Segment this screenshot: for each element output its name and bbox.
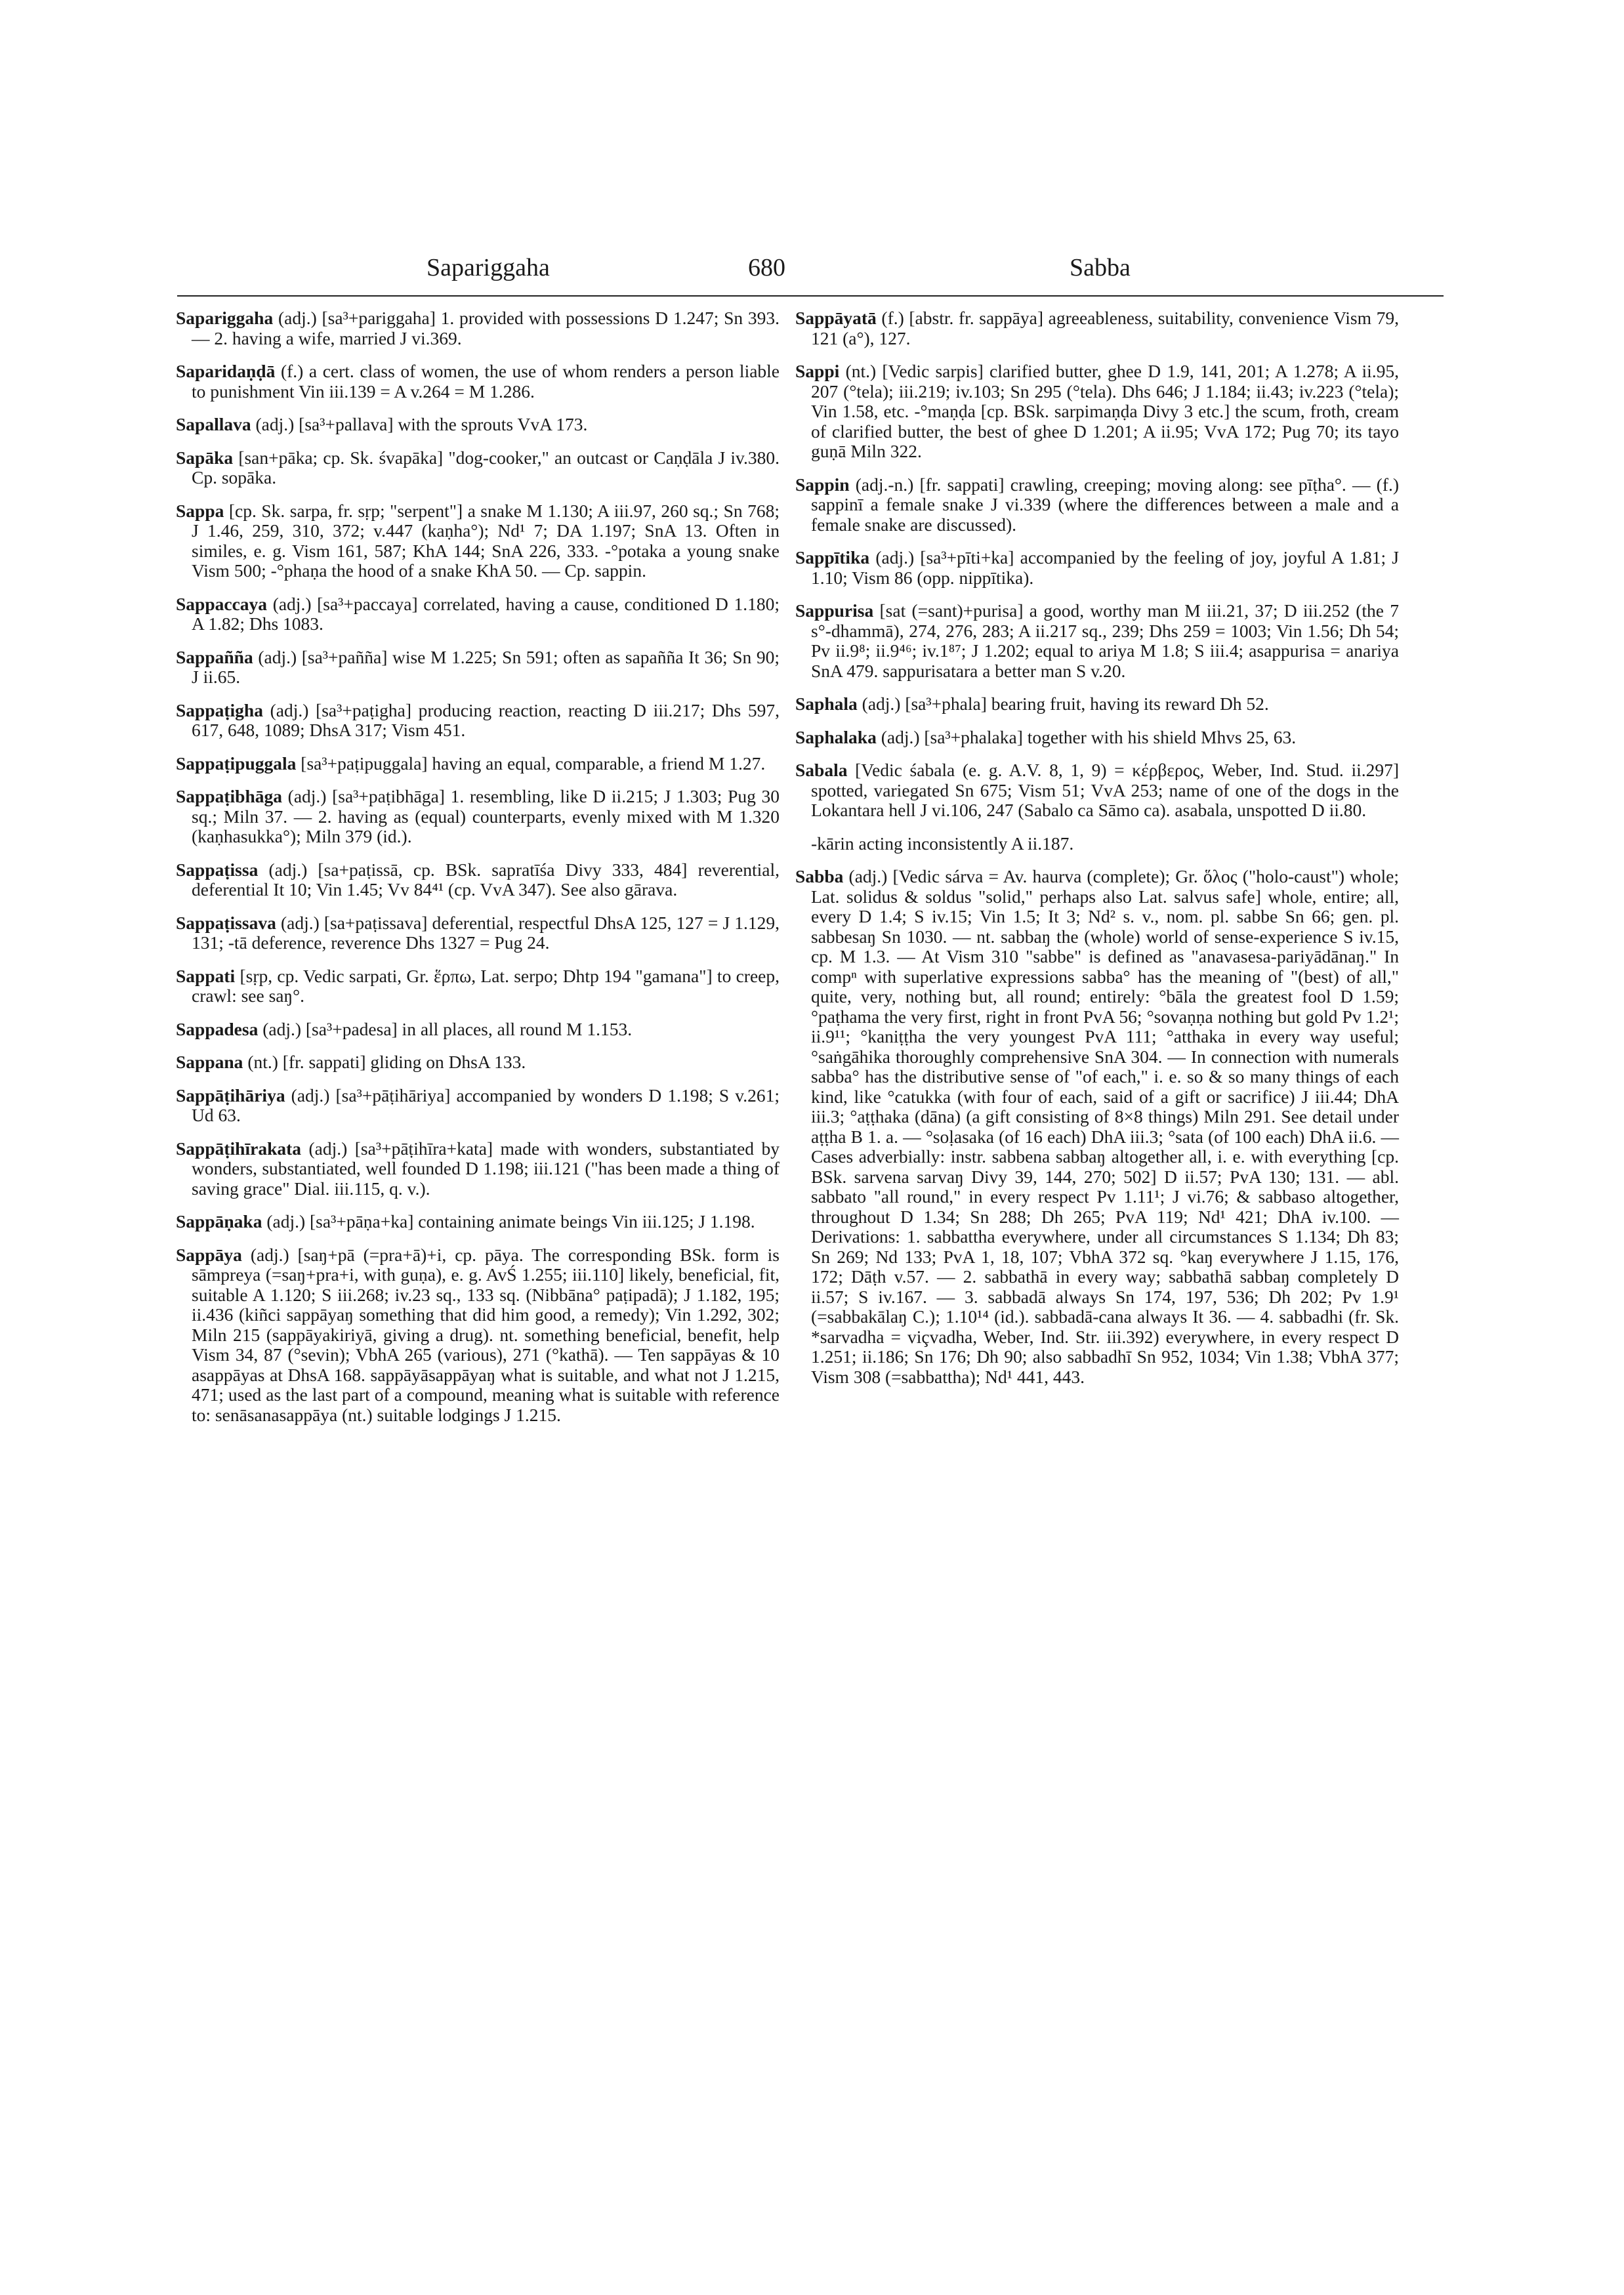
entry-definition: [sa³+paṭipuggala] having an equal, comparable, a friend M 1.27. [301,753,766,774]
entry-headword: Sappāṭihīrakata [176,1138,302,1159]
entry-definition: (f.) [abstr. fr. sappāya] agreeableness, suitability, convenience Vism 79, 121 (a°), 127. [811,308,1400,348]
entry-headword: Sappaccaya [176,593,268,614]
dictionary-entry [176,1245,780,1426]
running-head [177,249,1444,297]
entry-definition: (adj.) [sa³+padesa] in all places, all round M 1.153. [262,1018,633,1039]
entry-definition: (adj.) [sa³+pañña] wise M 1.225; Sn 591; often as sapañña It 36; Sn 90; J ii.65. [192,646,780,687]
dictionary-entry [176,415,780,435]
dictionary-entry [176,787,780,847]
dictionary-entry [176,501,780,581]
entry-definition: [cp. Sk. sarpa, fr. sṛp; "serpent"] a snake M 1.130; A iii.97, 260 sq.; Sn 768; J 1.46, 259, 310, 372; v.447 (kaṇha°); Nd¹ 7; DA 1.197; SnA 13. Often in similes, e. g. Vism 161, 587; KhA 144; SnA 226, 333. -°potaka a young snake Vism 500; -°phaṇa the hood of a snake KhA 50. — Cp. sappin. [192,500,780,581]
entry-definition: (adj.-n.) [fr. sappati] crawling, creeping; moving along: see pīṭha°. — (f.) sappinī a female snake J vi.339 (where the differences between a male and a female snake are discussed). [811,474,1400,535]
dictionary-entry [176,362,780,402]
dictionary-entry [795,867,1399,1387]
entry-headword: Sappāṇaka [176,1211,262,1231]
entry-definition: (adj.) [sa³+pallava] with the sprouts VvA 173. [255,414,588,434]
entry-headword: Sappana [176,1052,243,1072]
dictionary-entry [795,760,1399,821]
dictionary-entry [176,966,780,1006]
left-column [176,308,780,1438]
entry-headword: Sapariggaha [176,308,274,328]
entry-definition: (adj.) [sa³+paṭigha] producing reaction, reacting D iii.217; Dhs 597, 617, 648, 1089; DhsA 317; Vism 451. [192,699,780,740]
dictionary-entry [795,308,1399,348]
entry-definition: (adj.) [sa³+phalaka] together with his shield Mhvs 25, 63. [881,726,1297,747]
entry-definition: (adj.) [sa+paṭissā, cp. BSk. sapratīśa Divy 333, 484] reverential, deferential It 10; Vin 1.45; Vv 84⁴¹ (cp. VvA 347). See also gārava. [192,859,780,899]
entry-definition: [sṛp, cp. Vedic sarpati, Gr. ἕρπω, Lat. serpo; Dhtp 194 "gamana"] to creep, crawl: see saŋ°. [192,965,780,1006]
dictionary-entry [795,601,1399,681]
entry-headword: Sappaṭipuggala [176,753,297,774]
entry-headword: Sappaṭibhāga [176,786,283,806]
right-column [795,308,1399,1400]
dictionary-entry [176,308,780,348]
entry-definition: (adj.) [sa³+pāṇa+ka] containing animate beings Vin iii.125; J 1.198. [266,1211,755,1231]
entry-definition: (adj.) [sa³+phala] bearing fruit, having its reward Dh 52. [862,693,1269,714]
entry-headword: Sappurisa [795,600,874,621]
entry-definition: -kārin acting inconsistently A ii.187. [811,833,1074,854]
entry-definition: (adj.) [sa³+paṭibhāga] 1. resembling, like D ii.215; J 1.303; Pug 30 sq.; Miln 37. — 2. having as (equal) counterparts, evenly mixed with M 1.320 (kaṇhasukka°); Miln 379 (id.). [192,786,780,846]
entry-definition: (adj.) [sa³+pariggaha] 1. provided with possessions D 1.247; Sn 393. — 2. having a wife, married J vi.369. [192,308,780,348]
dictionary-entry [176,1086,780,1126]
entry-headword: Sappañña [176,646,253,667]
dictionary-entry [176,1139,780,1199]
entry-headword: Sappati [176,965,236,986]
dictionary-entry [795,475,1399,535]
dictionary-entry [176,1020,780,1040]
entry-headword: Sappaṭissa [176,859,259,880]
entry-headword: Sappāṭihāriya [176,1085,285,1106]
entry-headword: Sappaṭissava [176,912,276,933]
entry-headword: Sabba [795,866,844,886]
entry-definition: (nt.) [fr. sappati] gliding on DhsA 133. [247,1052,526,1072]
entry-definition: (adj.) [sa³+pīti+ka] accompanied by the feeling of joy, joyful A 1.81; J 1.10; Vism 86 (opp. nippītika). [811,547,1399,588]
entry-headword: Sappāyatā [795,308,877,328]
entry-headword: Sappadesa [176,1018,259,1039]
entry-definition: (adj.) [Vedic sárva = Av. haurva (complete); Gr. ὅλος ("holo-caust") whole; Lat. solidus & soldus "solid," perhaps also Lat. salvus safe] whole, entire; all, every D 1.4; S iv.15; Vin 1.5; It 3; Nd² s. v., nom. pl. sabbe Sn 66; gen. pl. sabbesaŋ Sn 1030. — nt. sabbaŋ the (whole) world of sense-experience S iv.15, cp. M 1.3. — At Vism 310 "sabbe" is defined as "anavasesa-pariyādānaŋ." In compⁿ with superlative expressions sabba° has the meaning of "(best) of all," quite, very, nothing but, all round; entirely: °bāla the greatest fool D 1.59; °paṭhama the very first, right in front PvA 56; °sovaṇṇa nothing but gold Pv 1.2¹; ii.9¹¹; °kaniṭṭha the very youngest PvA 111; °atthaka in every way useful; °saṅgāhika thoroughly comprehensive SnA 304. — In connection with numerals sabba° has the distributive sense of "of each," i. e. so & so many things of each kind, like °catukka (with four of each, said of a gift or sacrifice) J iii.44; DhA iii.3; °aṭṭhaka (dāna) (a gift consisting of 8×8 things) Miln 291. See detail under aṭṭha B 1. a. — °soḷasaka (of 16 each) DhA iii.3; °sata (of 100 each) DhA ii.6. — Cases adverbially: instr. sabbena sabbaŋ altogether all, i. e. with everything [cp. BSk. sarvena sarvaŋ Divy 39, 144, 270; 502] D ii.57; PvA 130; 131. — abl. sabbato "all round," in every respect Pv 1.11¹; J vi.76; & sabbaso altogether, throughout D 1.34; Sn 288; Dh 265; PvA 119; Nd¹ 421; DhA iv.100. — Derivations: 1. sabbattha everywhere, under all circumstances S 1.134; Dh 83; Sn 269; Nd 133; PvA 1, 18, 107; VbhA 372 sq. °kaŋ everywhere J 1.15, 176, 172; Dāṭh v.57. — 2. sabbathā in every way; sabbathā sabbaŋ completely D ii.57; S iv.167. — 3. sabbadā always Sn 174, 197, 536; Dh 202; Pv 1.9¹ (=sabbakālaŋ C.); 1.10¹⁴ (id.). sabbadā-cana always It 36. — 4. sabbadhi (fr. Sk. *sarvadha = viçvadha, Weber, Ind. Str. iii.392) everywhere, in every respect D 1.251; ii.186; Sn 176; Dh 90; also sabbadhī Sn 952, 1034; Vin 1.38; VbhA 377; Vism 308 (=sabbattha); Nd¹ 441, 443. [811,866,1399,1387]
entry-definition: (adj.) [sa³+paccaya] correlated, having a cause, conditioned D 1.180; A 1.82; Dhs 1083. [192,593,780,634]
dictionary-entry [176,648,780,688]
entry-headword: Sapāka [176,447,234,468]
page-number: 680 [748,254,785,281]
dictionary-entry [795,694,1399,714]
entry-definition: (nt.) [Vedic sarpis] clarified butter, ghee D 1.9, 141, 201; A 1.278; A ii.95, 207 (°tela); iii.219; iv.103; Sn 295 (°tela). Dhs 646; J 1.184; ii.43; iv.223 (°tela); Vin 1.58, etc. -°maṇḍa [cp. BSk. sarpimaṇḍa Divy 3 etc.] the scum, froth, cream of clarified butter, the best of ghee D 1.201; A ii.95; VvA 172; Pug 70; its tayo guṇā Miln 322. [811,361,1399,461]
entry-headword: Sappi [795,361,840,381]
dictionary-entry [176,860,780,900]
entry-headword: Saparidaṇḍā [176,361,276,381]
right-guideword: Sabba [1070,254,1131,281]
entry-headword: Sappāya [176,1244,242,1265]
entry-definition: [Vedic śabala (e. g. A.V. 8, 1, 9) = κέρβερος, Weber, Ind. Stud. ii.297] spotted, variegated Sn 675; Vism 51; VvA 253; name of one of the dogs in the Lokantara hell J vi.106, 247 (Sabalo ca Sāmo ca). asabala, unspotted D ii.80. [811,760,1400,820]
entry-headword: Sappa [176,500,224,521]
entry-definition: [sat (=sant)+purisa] a good, worthy man M iii.21, 37; D iii.252 (the 7 s°-dhammā), 274, 276, 283; A ii.217 sq., 239; Dhs 259 = 1003; Vin 1.56; Dh 54; Pv ii.9⁸; ii.9⁴⁶; iv.1⁸⁷; J 1.202; equal to ariya M 1.8; S iii.4; asappurisa = anariya SnA 479. sappurisatara a better man S v.20. [811,600,1399,681]
entry-headword: Sapallava [176,414,251,434]
entry-definition: (adj.) [saŋ+pā (=pra+ā)+i, cp. pāya. The corresponding BSk. form is sāmpreya (=saŋ+pra+i, with guṇa), e. g. AvŚ 1.255; iii.110] likely, beneficial, fit, suitable A 1.120; S iii.268; iv.23 sq., 133 sq. (Nibbāna° paṭipadā); J 1.182, 195; ii.436 (kiñci sappāyaŋ something that did him good, a remedy); Vin 1.292, 302; Miln 215 (sappāyakiriyā, giving a drug). nt. something beneficial, benefit, help Vism 34, 87 (°sevin); VbhA 265 (various), 271 (°kathā). — Ten sappāyas & 10 asappāyas at DhsA 168. sappāyāsappāyaŋ what is suitable, and what not J 1.215, 471; used as the last part of a compound, meaning what is suitable with reference to: senāsanasappāya (nt.) suitable lodgings J 1.215. [192,1244,780,1425]
dictionary-entry [176,448,780,488]
entry-headword: Sappītika [795,547,870,568]
dictionary-entry [795,834,1399,854]
entry-definition: (f.) a cert. class of women, the use of whom renders a person liable to punishment Vin iii.139 = A v.264 = M 1.286. [192,361,780,402]
entry-headword: Sabala [795,760,848,780]
entry-headword: Sappaṭigha [176,699,263,720]
entry-definition: (adj.) [sa³+pāṭihīra+kata] made with wonders, substantiated by wonders, substantiated, well founded D 1.198; iii.121 ("has been made a thing of saving grace" Dial. iii.115, q. v.). [192,1138,780,1199]
dictionary-entry [176,1212,780,1232]
entry-headword: Saphala [795,693,858,714]
entry-definition: (adj.) [sa+paṭissava] deferential, respectful DhsA 125, 127 = J 1.129, 131; -tā deference, reverence Dhs 1327 = Pug 24. [192,912,780,953]
left-guideword: Sapariggaha [427,254,550,281]
entry-headword: Sappin [795,474,850,495]
dictionary-entry [176,701,780,741]
entry-definition: [san+pāka; cp. Sk. śvapāka] "dog-cooker," an outcast or Caṇḍāla J iv.380. Cp. sopāka. [192,447,780,487]
dictionary-entry [176,1052,780,1073]
dictionary-entry [176,594,780,634]
dictionary-entry [795,728,1399,748]
entry-headword: Saphalaka [795,726,877,747]
dictionary-entry [176,913,780,953]
dictionary-entry [176,754,780,774]
dictionary-entry [795,362,1399,462]
dictionary-entry [795,548,1399,588]
entry-definition: (adj.) [sa³+pāṭihāriya] accompanied by wonders D 1.198; S v.261; Ud 63. [192,1085,780,1125]
